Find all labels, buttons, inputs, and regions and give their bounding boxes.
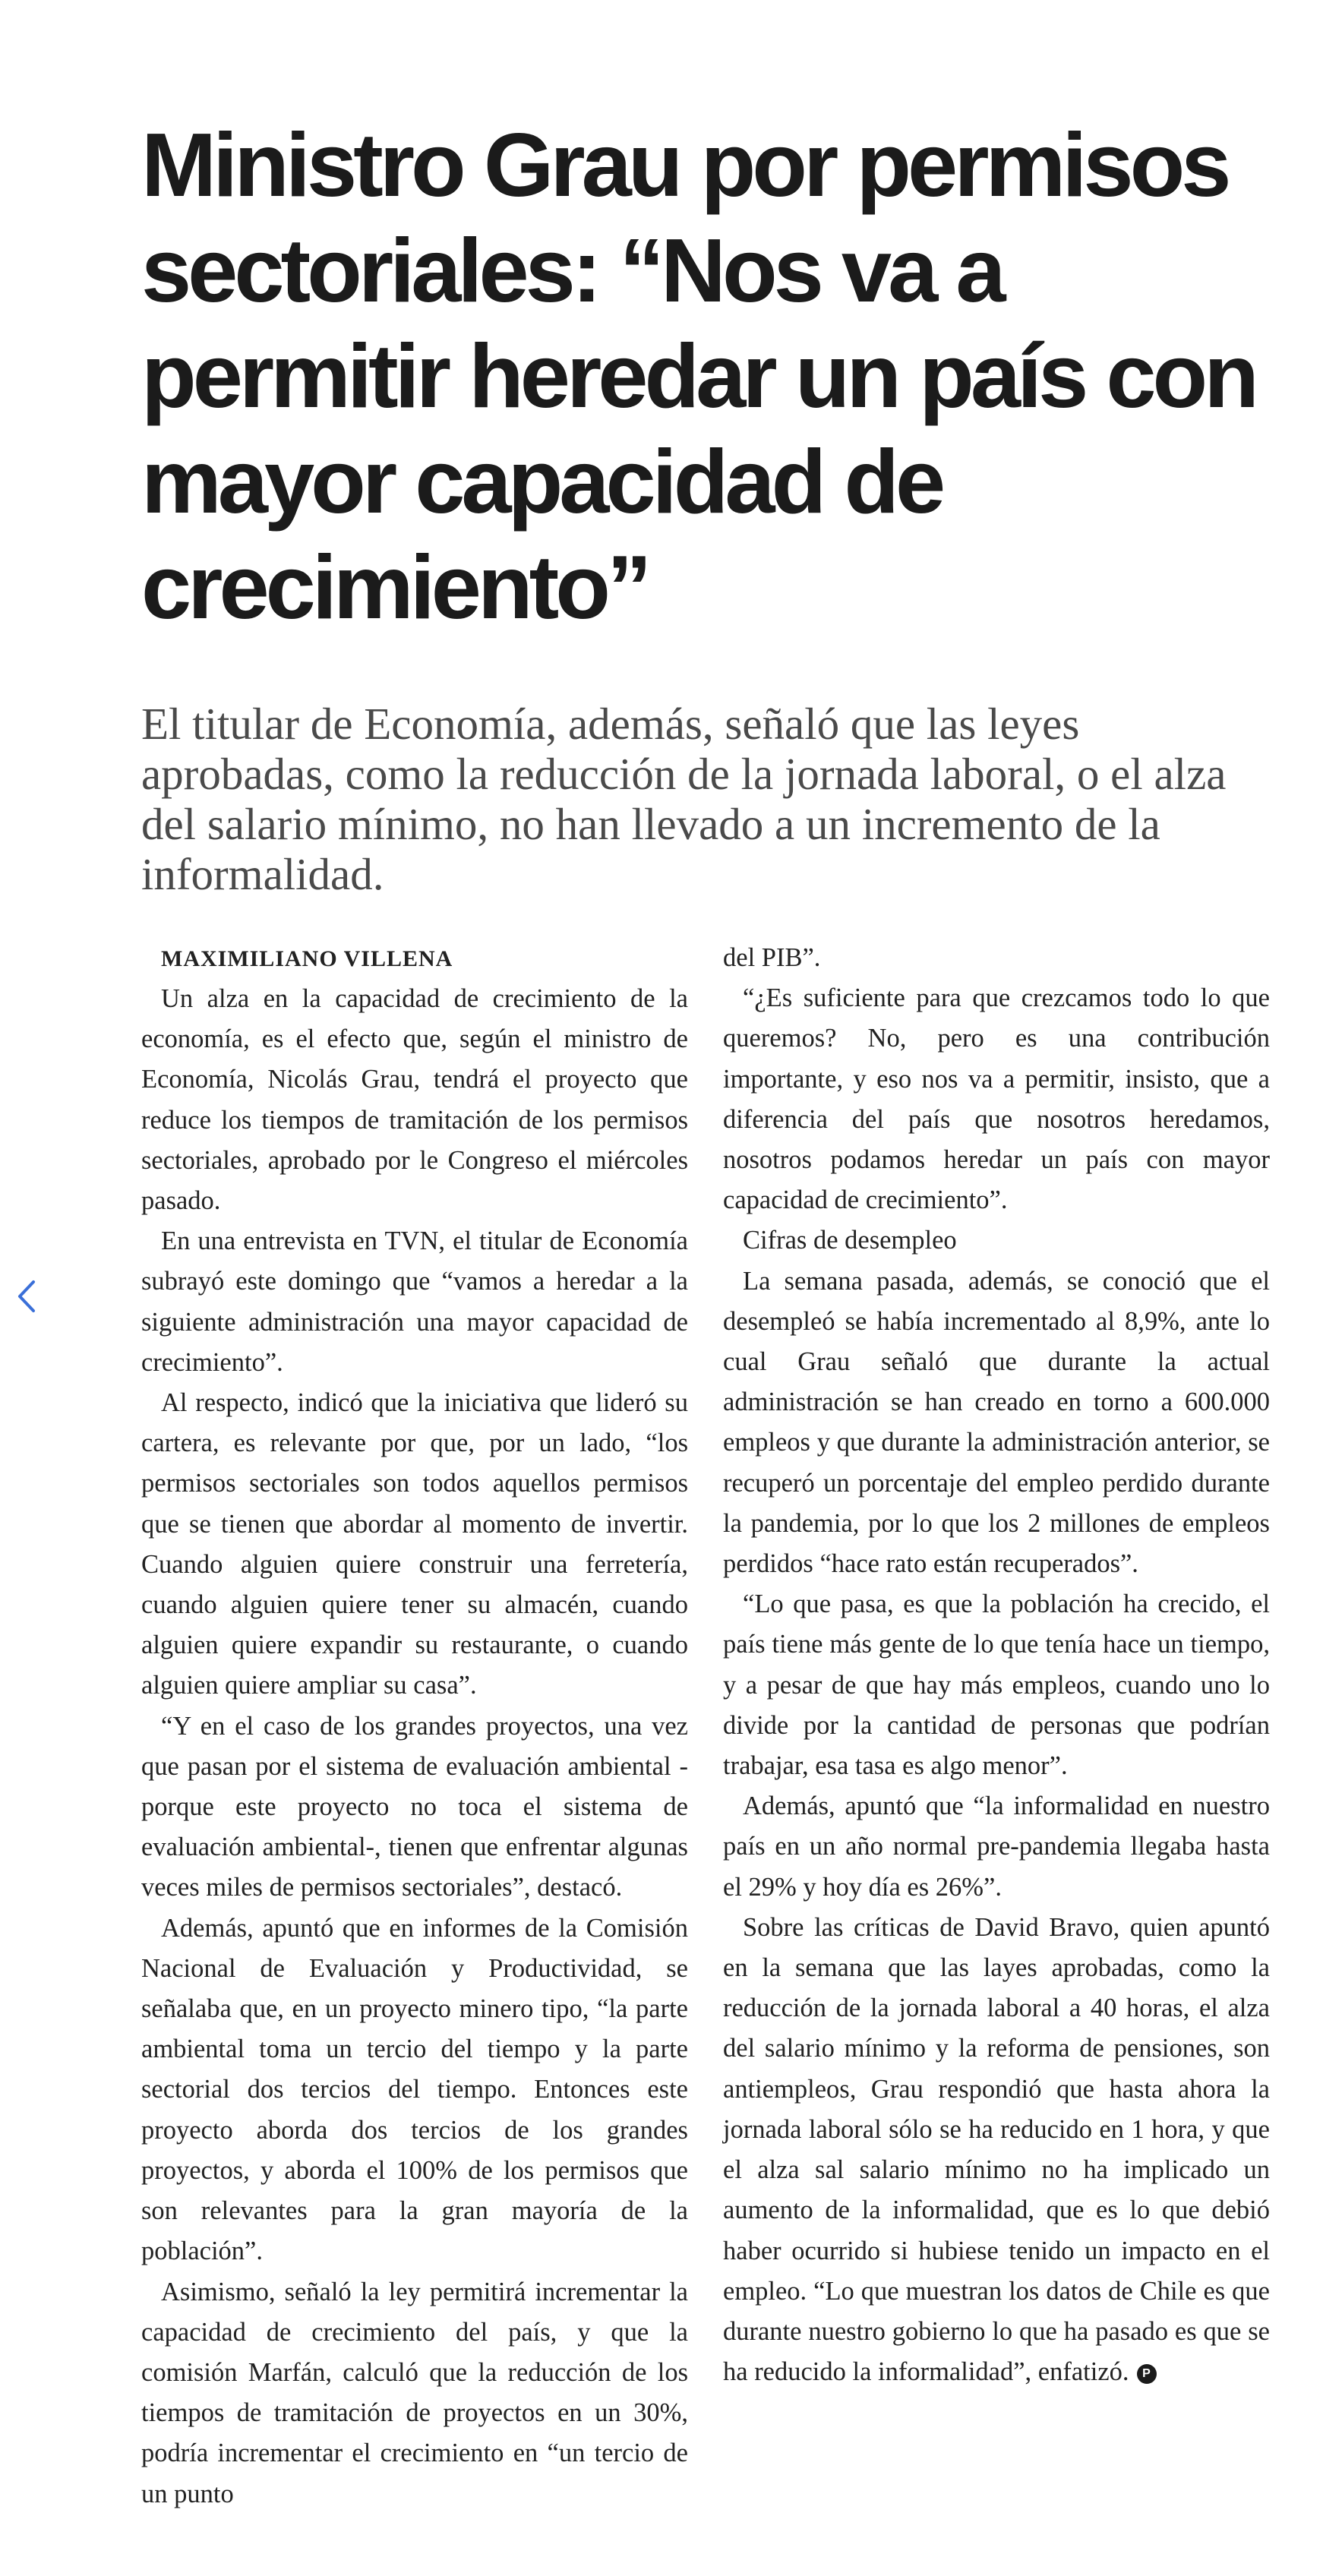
paragraph: “Y en el caso de los grandes proyectos, una vez que pasan por el sistema de evaluación ambiental -porque este proyecto no toca el sistema de evaluación ambiental-, tienen que enfrentar algunas veces miles de permisos sectoriales”, destacó. (141, 1711, 688, 1902)
paragraph: del PIB”. (723, 943, 821, 972)
paragraph: En una entrevista en TVN, el titular de Economía subrayó este domingo que “vamos a heredar a la siguiente administración una mayor capacidad de crecimiento”. (141, 1226, 688, 1377)
article-column-left (141, 939, 688, 2514)
final-paragraph-text: Sobre las críticas de David Bravo, quien apuntó en la semana que las layes aprobadas, como la reducción de la jornada laboral a 40 horas, el alza del salario mínimo y la reforma de pensiones, son antiempleos, Grau respondió que hasta ahora la jornada laboral sólo se ha reducido en 1 hora, y que el alza sal salario mínimo no ha implicado un aumento de la informalidad, que es lo que debió haber ocurrido si hubiese tenido un impacto en el empleo. “Lo que muestran los datos de Chile es que durante nuestro gobierno lo que ha pasado es que se ha reducido la informalidad”, enfatizó. (723, 1912, 1270, 2387)
section-subhead: Cifras de desempleo (743, 1226, 957, 1255)
paragraph: Además, apuntó que en informes de la Comisión Nacional de Evaluación y Productividad, se señalaba que, en un proyecto minero tipo, “la parte ambiental toma un tercio del tiempo y la parte sectorial dos tercios del tiempo. Entonces este proyecto aborda dos tercios de los grandes proyectos, y aborda el 100% de los permisos que son relevantes para la gran mayoría de la población”. (141, 1913, 688, 2266)
article-column-right (723, 938, 1270, 2392)
paragraph-final (723, 1908, 1270, 2392)
article-deck: El titular de Economía, además, señaló que las leyes aprobadas, como la reducción de la jornada laboral, o el alza del salario mínimo, no han llevado a un incremento de la informalidad. (141, 699, 1227, 899)
chevron-left-icon (11, 1270, 41, 1323)
end-of-article-icon: P (1137, 2364, 1157, 2384)
paragraph: “Lo que pasa, es que la población ha crecido, el país tiene más gente de lo que tenía hace un tiempo, y a pesar de que hay más empleos, cuando uno lo divide por la cantidad de personas que podrían trabajar, esa tasa es algo menor”. (723, 1589, 1270, 1781)
paragraph: Un alza en la capacidad de crecimiento de la economía, es el efecto que, según el ministro de Economía, Nicolás Grau, tendrá el proyecto que reduce los tiempos de tramitación de los permisos sectoriales, aprobado por le Congreso el miércoles pasado. (141, 984, 688, 1216)
paragraph: Además, apuntó que “la informalidad en nuestro país en un año normal pre-pandemia llegaba hasta el 29% y hoy día es 26%”. (723, 1792, 1270, 1902)
paragraph: “¿Es suficiente para que crezcamos todo lo que queremos? No, pero es una contribución importante, y eso nos va a permitir, insisto, que a diferencia del país que nosotros heredamos, nosotros podamos heredar un país con mayor capacidad de crecimiento”. (723, 983, 1270, 1215)
byline: MAXIMILIANO VILLENA (161, 946, 453, 971)
paragraph: Al respecto, indicó que la iniciativa que lideró su cartera, es relevante por que, por un lado, “los permisos sectoriales son todos aquellos permisos que se tienen que abordar al momento de invertir. Cuando alguien quiere construir una ferretería, cuando alguien quiere tener su almacén, cuando alguien quiere expandir su restaurante, o cuando alguien quiere ampliar su casa”. (141, 1388, 688, 1700)
nav-back-button[interactable] (11, 1270, 41, 1323)
paragraph: La semana pasada, además, se conoció que el desempleó se había incrementado al 8,9%, ante lo cual Grau señaló que durante la actual administración se han creado en torno a 600.000 empleos y que durante la administración anterior, se recuperó un porcentaje del empleo perdido durante la pandemia, por lo que los 2 millones de empleos perdidos “hace rato están recuperados”. (723, 1266, 1270, 1579)
article-headline: Ministro Grau por permisos sectoriales: “Nos va a permitir heredar un país con mayor capacidad de crecimiento” (141, 115, 1255, 638)
paragraph: Asimismo, señaló la ley permitirá incrementar la capacidad de crecimiento del país, y que la comisión Marfán, calculó que la reducción de los tiempos de tramitación de proyectos en un 30%, podría incrementar el crecimiento en “un tercio de un punto (141, 2277, 688, 2508)
